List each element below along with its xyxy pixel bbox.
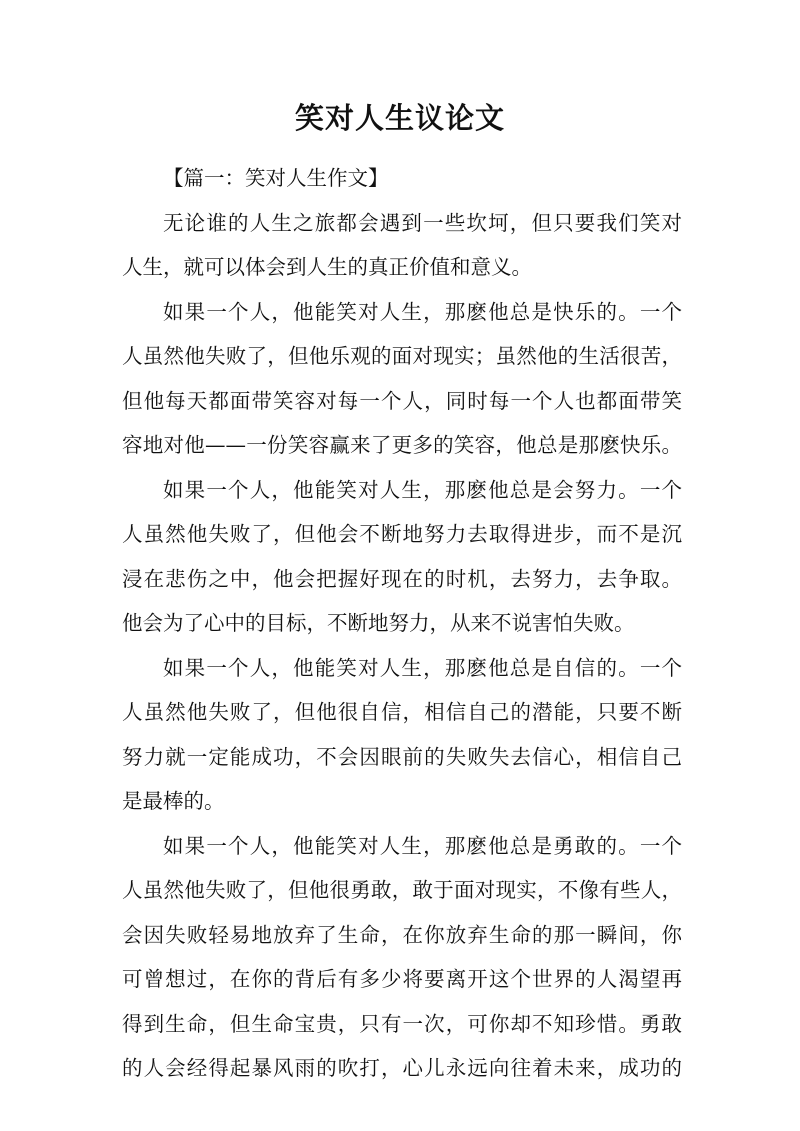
document-title: 笑对人生议论文 [294,101,505,135]
paragraph-2-line-4: 容地对他——一份笑容赢来了更多的笑容，他总是那麽快乐。 [122,433,682,457]
paragraph-3-line-2: 人虽然他失败了，但他会不断地努力去取得进步，而不是沉 [122,522,682,546]
paragraph-5-line-5: 得到生命，但生命宝贵，只有一次，可你却不知珍惜。勇敢 [122,1011,682,1036]
paragraph-3-line-3: 浸在悲伤之中，他会把握好现在的时机，去努力，去争取。 [122,566,682,591]
paragraph-5-line-3: 会因失败轻易地放弃了生命，在你放弃生命的那一瞬间，你 [122,922,682,947]
paragraph-2-line-1: 如果一个人，他能笑对人生，那麽他总是快乐的。一个 [163,299,682,324]
paragraph-1-line-1: 无论谁的人生之旅都会遇到一些坎坷，但只要我们笑对 [163,210,682,235]
paragraph-4-line-4: 是最棒的。 [122,789,225,813]
section-heading: 【篇一：笑对人生作文】 [163,166,389,190]
paragraph-1-line-2: 人生，就可以体会到人生的真正价值和意义。 [122,255,532,279]
paragraph-2-line-2: 人虽然他失败了，但他乐观的面对现实；虽然他的生活很苦， [122,344,682,368]
paragraph-5-line-1: 如果一个人，他能笑对人生，那麽他总是勇敢的。一个 [163,833,682,858]
paragraph-4-line-2: 人虽然他失败了，但他很自信，相信自己的潜能，只要不断 [122,700,682,724]
paragraph-4-line-3: 努力就一定能成功，不会因眼前的失败失去信心，相信自己 [122,744,682,769]
paragraph-5-line-4: 可曾想过，在你的背后有多少将要离开这个世界的人渴望再 [122,967,682,991]
paragraph-4-line-1: 如果一个人，他能笑对人生，那麽他总是自信的。一个 [163,655,682,680]
paragraph-2-line-3: 但他每天都面带笑容对每一个人，同时每一个人也都面带笑 [122,388,682,413]
document-body [122,156,682,1091]
paragraph-3-line-4: 他会为了心中的目标，不断地努力，从来不说害怕失败。 [122,611,635,635]
paragraph-3-line-1: 如果一个人，他能笑对人生，那麽他总是会努力。一个 [163,477,682,502]
paragraph-5-line-2: 人虽然他失败了，但他很勇敢，敢于面对现实，不像有些人， [122,878,682,902]
paragraph-5-line-6: 的人会经得起暴风雨的吹打，心儿永远向往着未来，成功的 [122,1056,682,1080]
